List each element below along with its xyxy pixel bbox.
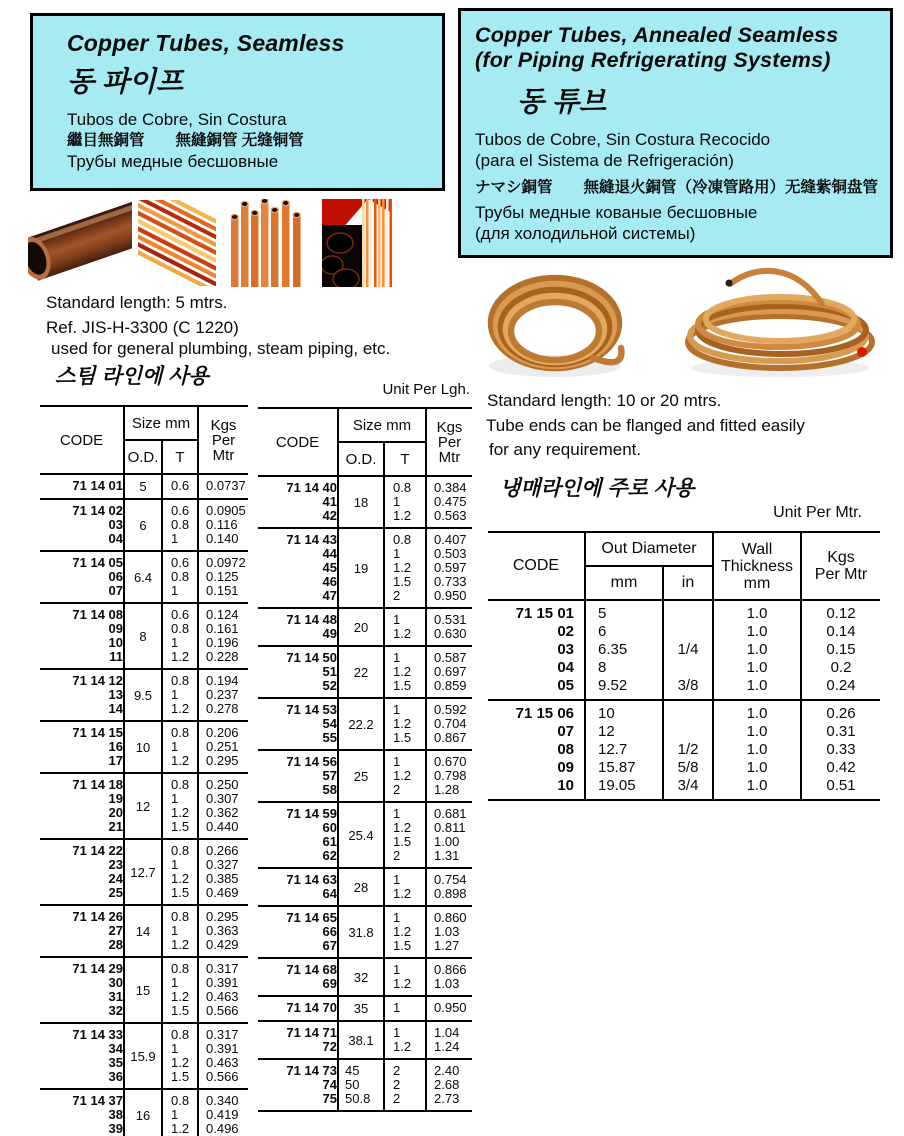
od-cell: 8 xyxy=(124,603,162,669)
code-cell: 71 14 56 57 58 xyxy=(286,754,337,797)
table-row xyxy=(258,958,472,996)
t-cell: 1 1.2 xyxy=(384,868,426,906)
kgs-cell: 0.340 0.419 0.496 xyxy=(198,1089,248,1136)
table-row xyxy=(40,957,248,1023)
od-cell: 22 xyxy=(338,646,384,698)
copper-rods-photo xyxy=(138,200,216,286)
t-cell: 0.8 1 1.2 xyxy=(162,1089,198,1136)
t-cell: 0.8 1 1.2 1.5 xyxy=(162,839,198,905)
copper-tube-photo xyxy=(28,197,132,289)
col-header-code: CODE xyxy=(275,433,320,451)
mm-cell: 10 12 12.7 15.87 19.05 xyxy=(585,700,663,800)
col-subheader: mm xyxy=(585,566,663,600)
col-header-group: Size mm xyxy=(124,406,198,440)
od-cell: 25 xyxy=(338,750,384,802)
od-cell: 32 xyxy=(338,958,384,996)
table-row xyxy=(258,698,472,750)
annealed-header-panel xyxy=(458,8,893,258)
annealed-standard-length: Standard length: 10 or 20 mtrs. xyxy=(487,391,722,410)
annealed-title-line1: Copper Tubes, Annealed Seamless xyxy=(475,23,839,47)
table-row xyxy=(488,700,880,800)
col-header-code: CODE xyxy=(59,431,104,449)
kgs-cell: 0.754 0.898 xyxy=(426,868,472,906)
code-cell: 71 14 63 64 xyxy=(286,872,337,901)
col-header-kgs: Kgs Per Mtr xyxy=(198,406,248,474)
col-header-group: Size mm xyxy=(338,408,426,442)
kgs-cell: 0.266 0.327 0.385 0.469 xyxy=(198,839,248,905)
seamless-usage: used for general plumbing, steam piping, etc. xyxy=(51,339,391,358)
code-cell: 71 14 73 74 75 xyxy=(286,1063,337,1106)
table-row xyxy=(258,1059,472,1111)
seamless-table-1 xyxy=(40,405,248,1136)
t-cell: 0.8 1 1.2 xyxy=(162,905,198,957)
wall-cell: 1.0 1.0 1.0 1.0 1.0 xyxy=(713,700,801,800)
seamless-table-2 xyxy=(258,407,472,1112)
code-cell: 71 15 01 02 03 04 05 xyxy=(515,605,574,694)
table-row xyxy=(258,750,472,802)
t-cell: 1 1.2 1.5 2 xyxy=(384,802,426,868)
code-cell: 71 14 65 66 67 xyxy=(286,910,337,953)
kgs-cell: 0.124 0.161 0.196 0.228 xyxy=(198,603,248,669)
kgs-cell: 0.26 0.31 0.33 0.42 0.51 xyxy=(801,700,880,800)
wall-cell: 1.0 1.0 1.0 1.0 1.0 xyxy=(713,600,801,700)
annealed-korean-note: 냉매라인에 주로 사용 xyxy=(500,477,695,500)
code-cell: 71 14 50 51 52 xyxy=(286,650,337,693)
kgs-cell: 0.531 0.630 xyxy=(426,608,472,646)
in-cell: 1/4 3/8 xyxy=(663,600,713,700)
od-cell: 35 xyxy=(338,996,384,1021)
table-row xyxy=(258,608,472,646)
kgs-cell: 0.250 0.307 0.362 0.440 xyxy=(198,773,248,839)
seamless-sizes-table-1 xyxy=(40,405,248,1136)
kgs-cell: 0.12 0.14 0.15 0.2 0.24 xyxy=(801,600,880,700)
annealed-note-line2: for any requirement. xyxy=(489,440,642,459)
table-row xyxy=(40,1089,248,1136)
table-row xyxy=(40,839,248,905)
seamless-title-spanish: Tubos de Cobre, Sin Costura xyxy=(67,110,287,129)
seamless-ref: Ref. JIS-H-3300 (C 1220) xyxy=(46,318,239,337)
t-cell: 0.8 1 1.2 xyxy=(162,669,198,721)
code-cell: 71 14 18 19 20 21 xyxy=(72,777,123,834)
table-row xyxy=(258,646,472,698)
kgs-cell: 0.950 xyxy=(426,996,472,1021)
table-row xyxy=(40,1023,248,1089)
annealed-title-line2: (for Piping Refrigerating Systems) xyxy=(475,48,831,72)
od-cell: 22.2 xyxy=(338,698,384,750)
table-row xyxy=(40,499,248,551)
unit-per-lgh-label: Unit Per Lgh. xyxy=(382,381,470,398)
code-cell: 71 14 26 27 28 xyxy=(72,909,123,952)
in-cell: 1/2 5/8 3/4 xyxy=(663,700,713,800)
col-subheader: T xyxy=(384,442,426,476)
od-cell: 12.7 xyxy=(124,839,162,905)
code-cell: 71 14 43 44 45 46 47 xyxy=(286,532,337,603)
od-cell: 25.4 xyxy=(338,802,384,868)
od-cell: 15.9 xyxy=(124,1023,162,1089)
table-row xyxy=(258,476,472,528)
seamless-header-panel xyxy=(30,13,445,191)
seamless-title-cjk: 繼目無銅管 無縫銅管 无缝铜管 xyxy=(67,132,304,149)
annealed-title-spanish-2: (para el Sistema de Refrigeración) xyxy=(475,151,734,170)
kgs-cell: 0.592 0.704 0.867 xyxy=(426,698,472,750)
code-cell: 71 14 70 xyxy=(286,1000,337,1015)
kgs-cell: 0.295 0.363 0.429 xyxy=(198,905,248,957)
od-cell: 18 xyxy=(338,476,384,528)
t-cell: 0.8 1 1.2 xyxy=(384,476,426,528)
table-row xyxy=(258,1021,472,1059)
table-row xyxy=(40,551,248,603)
od-cell: 28 xyxy=(338,868,384,906)
code-cell: 71 14 22 23 24 25 xyxy=(72,843,123,900)
kgs-cell: 0.206 0.251 0.295 xyxy=(198,721,248,773)
table-row xyxy=(258,528,472,608)
kgs-cell: 0.194 0.237 0.278 xyxy=(198,669,248,721)
code-cell: 71 14 29 30 31 32 xyxy=(72,961,123,1018)
kgs-cell: 0.0737 xyxy=(198,474,248,499)
t-cell: 2 2 2 xyxy=(384,1059,426,1111)
od-cell: 12 xyxy=(124,773,162,839)
copper-tube-ends-photo xyxy=(322,199,392,287)
code-cell: 71 14 68 69 xyxy=(286,962,337,991)
col-header-group: Out Diameter xyxy=(585,532,713,566)
kgs-cell: 2.40 2.68 2.73 xyxy=(426,1059,472,1111)
col-subheader: O.D. xyxy=(338,442,384,476)
annealed-note-line1: Tube ends can be flanged and fitted easily xyxy=(486,416,805,435)
t-cell: 0.6 xyxy=(162,474,198,499)
seamless-title: Copper Tubes, Seamless xyxy=(67,30,345,56)
table-row xyxy=(258,868,472,906)
od-cell: 38.1 xyxy=(338,1021,384,1059)
code-cell: 71 14 48 49 xyxy=(286,612,337,641)
copper-coil-photo-2 xyxy=(672,262,882,382)
seamless-standard-length: Standard length: 5 mtrs. xyxy=(46,293,228,312)
t-cell: 1 1.2 xyxy=(384,958,426,996)
kgs-cell: 0.0972 0.125 0.151 xyxy=(198,551,248,603)
kgs-cell: 0.587 0.697 0.859 xyxy=(426,646,472,698)
t-cell: 0.8 1 1.2 1.5 xyxy=(162,957,198,1023)
table-row xyxy=(40,721,248,773)
table-row xyxy=(40,669,248,721)
kgs-cell: 0.860 1.03 1.27 xyxy=(426,906,472,958)
t-cell: 0.8 1 1.2 xyxy=(162,721,198,773)
col-header-code: CODE xyxy=(512,557,560,574)
t-cell: 1 1.2 1.5 xyxy=(384,698,426,750)
annealed-sizes-table xyxy=(488,531,880,801)
t-cell: 0.6 0.8 1 xyxy=(162,551,198,603)
annealed-table xyxy=(488,531,880,801)
code-cell: 71 14 59 60 61 62 xyxy=(286,806,337,863)
annealed-title-jp-cn: ナマシ銅管 無縫退火銅管（冷凍管路用）无缝紫铜盘管 xyxy=(475,179,879,196)
kgs-cell: 0.317 0.391 0.463 0.566 xyxy=(198,957,248,1023)
od-cell: 15 xyxy=(124,957,162,1023)
code-cell: 71 14 71 72 xyxy=(286,1025,337,1054)
od-cell: 19 xyxy=(338,528,384,608)
code-cell: 71 14 33 34 35 36 xyxy=(72,1027,123,1084)
table-row xyxy=(40,905,248,957)
t-cell: 0.8 1 1.2 1.5 xyxy=(162,773,198,839)
annealed-title-russian-1: Трубы медные кованые бесшовные xyxy=(475,203,758,222)
code-cell: 71 14 15 16 17 xyxy=(72,725,123,768)
code-cell: 71 14 05 06 07 xyxy=(72,555,123,598)
code-cell: 71 14 40 41 42 xyxy=(286,480,337,523)
t-cell: 1 1.2 xyxy=(384,608,426,646)
od-cell: 5 xyxy=(124,474,162,499)
kgs-cell: 0.317 0.391 0.463 0.566 xyxy=(198,1023,248,1089)
kgs-cell: 0.407 0.503 0.597 0.733 0.950 xyxy=(426,528,472,608)
code-cell: 71 15 06 07 08 09 10 xyxy=(515,705,574,794)
table-row xyxy=(258,802,472,868)
col-subheader: in xyxy=(663,566,713,600)
t-cell: 0.6 0.8 1 1.2 xyxy=(162,603,198,669)
annealed-title-korean: 동 튜브 xyxy=(517,86,606,117)
kgs-cell: 0.384 0.475 0.563 xyxy=(426,476,472,528)
od-cell: 20 xyxy=(338,608,384,646)
code-cell: 71 14 02 03 04 xyxy=(72,503,123,546)
t-cell: 1 1.2 xyxy=(384,1021,426,1059)
unit-per-mtr-label: Unit Per Mtr. xyxy=(773,504,862,521)
od-cell: 9.5 xyxy=(124,669,162,721)
t-cell: 0.8 1 1.2 1.5 xyxy=(162,1023,198,1089)
t-cell: 1 1.2 2 xyxy=(384,750,426,802)
col-header-kgs: Kgs Per Mtr xyxy=(801,532,880,600)
code-cell: 71 14 53 54 55 xyxy=(286,702,337,745)
od-cell: 45 50 50.8 xyxy=(338,1059,384,1111)
kgs-cell: 1.04 1.24 xyxy=(426,1021,472,1059)
mm-cell: 5 6 6.35 8 9.52 xyxy=(585,600,663,700)
t-cell: 0.6 0.8 1 xyxy=(162,499,198,551)
table-row xyxy=(40,474,248,499)
od-cell: 31.8 xyxy=(338,906,384,958)
table-row xyxy=(488,600,880,700)
t-cell: 1 1.2 1.5 xyxy=(384,646,426,698)
copper-coil-photo-1 xyxy=(483,266,628,382)
t-cell: 0.8 1 1.2 1.5 2 xyxy=(384,528,426,608)
seamless-title-russian: Трубы медные бесшовные xyxy=(67,152,279,171)
code-cell: 71 14 01 xyxy=(72,478,123,493)
kgs-cell: 0.681 0.811 1.00 1.31 xyxy=(426,802,472,868)
col-subheader: T xyxy=(162,440,198,474)
table-row xyxy=(258,996,472,1021)
kgs-cell: 0.866 1.03 xyxy=(426,958,472,996)
code-cell: 71 14 37 38 39 xyxy=(72,1093,123,1136)
seamless-title-korean: 동 파이프 xyxy=(67,66,183,97)
kgs-cell: 0.670 0.798 1.28 xyxy=(426,750,472,802)
od-cell: 6 xyxy=(124,499,162,551)
col-header-kgs: Kgs Per Mtr xyxy=(426,408,472,476)
copper-tubes-upright-photo xyxy=(228,199,304,287)
od-cell: 14 xyxy=(124,905,162,957)
annealed-title-russian-2: (для холодильной системы) xyxy=(475,224,696,243)
od-cell: 10 xyxy=(124,721,162,773)
col-subheader: O.D. xyxy=(124,440,162,474)
t-cell: 1 1.2 1.5 xyxy=(384,906,426,958)
kgs-cell: 0.0905 0.116 0.140 xyxy=(198,499,248,551)
seamless-korean-note: 스팀 라인에 사용 xyxy=(55,365,209,388)
col-header-wall: Wall Thickness mm xyxy=(713,532,801,600)
od-cell: 6.4 xyxy=(124,551,162,603)
t-cell: 1 xyxy=(384,996,426,1021)
code-cell: 71 14 08 09 10 11 xyxy=(72,607,123,664)
table-row xyxy=(40,603,248,669)
code-cell: 71 14 12 13 14 xyxy=(72,673,123,716)
seamless-sizes-table-2 xyxy=(258,407,472,1112)
od-cell: 16 xyxy=(124,1089,162,1136)
table-row xyxy=(258,906,472,958)
table-row xyxy=(40,773,248,839)
annealed-title-spanish-1: Tubos de Cobre, Sin Costura Recocido xyxy=(475,130,771,149)
